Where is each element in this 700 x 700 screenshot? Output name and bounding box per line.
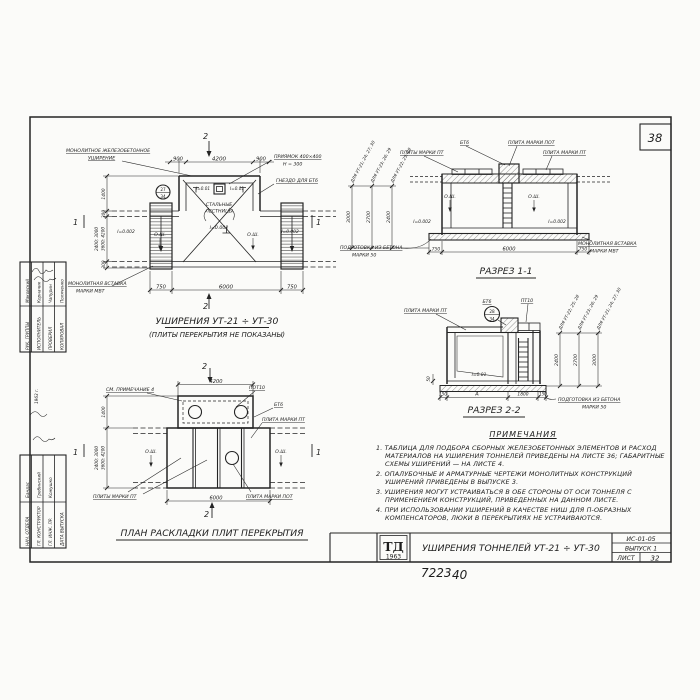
slab-plan	[73, 362, 321, 540]
sec2-bt6-block	[501, 318, 518, 333]
ladders-label-1: Стальные	[205, 203, 233, 208]
section-2-2	[404, 286, 622, 417]
plan2-pot10-label: ПОТ10	[249, 386, 266, 391]
stamp1-name-0: Маковский	[25, 278, 30, 303]
sec2-chain-1-value: 2700	[574, 354, 579, 366]
base-slab	[429, 234, 589, 241]
drawing-title: Уширения тоннелей УТ-21 ÷ УТ-30	[422, 543, 600, 554]
widening-label-1: Монолитное железобетонное	[66, 149, 151, 154]
plan2-slab-field	[167, 428, 270, 488]
sec2-chain-2-label: Для УТ-21; 24; 27; 30	[595, 286, 622, 331]
plan-dim-top-left: 900	[173, 156, 183, 163]
org-logo-year: 1963	[385, 553, 402, 561]
plan2-section-mark-2-top: 2	[202, 362, 208, 371]
plan2-pot-label: Плита марки ПОТ	[246, 495, 293, 500]
plan2-hole-right	[235, 406, 248, 419]
plan2-hole-left	[189, 406, 202, 419]
issue-number: Выпуск 1	[624, 545, 658, 553]
plan-section-mark-1-left: 1	[73, 218, 79, 227]
sec2-base-slab	[440, 386, 546, 392]
plan-insert-label-1: Монолитная вставка	[68, 282, 127, 287]
sec2-chain-1-label: Для УТ-23; 26; 29	[576, 293, 600, 331]
plan-axis-right: О.ш.	[247, 233, 259, 238]
stamp1-label-2: Проверил	[48, 326, 53, 350]
stamp2-label-0: Нач. отдела	[25, 516, 30, 546]
sec1-pt-right-label: Плита марки ПТ	[543, 151, 586, 156]
sec1-pot-label: Плита марки ПОТ	[508, 141, 555, 146]
title-block	[330, 533, 671, 582]
sec1-chain-1-value: 2700	[367, 211, 372, 223]
plan-slope-right: i=0.002	[281, 230, 299, 235]
plan-insert-label-2: марки МВТ	[76, 289, 105, 295]
plan2-hatch-hole	[226, 452, 239, 465]
stamp-year: 1963 г.	[34, 388, 39, 404]
stamp1-name-2: Чапурин	[48, 284, 53, 303]
notes-block	[376, 430, 670, 524]
pit-outline	[214, 184, 225, 194]
plan2-pt-left-label: Плиты марки ПТ	[93, 495, 137, 500]
sec2-title: Разрез 2-2	[467, 405, 521, 416]
plan-axis-left: О.ш.	[154, 233, 166, 238]
socket-label: Гнездо для БТ6	[276, 179, 318, 184]
plan-dim-bot-left: 750	[156, 284, 166, 291]
detail-top: 27	[160, 187, 166, 192]
sec2-prep-label-2: марки 50	[582, 405, 607, 411]
sec1-slope-right: i=0.002	[548, 220, 566, 225]
stamp2-name-2: Кожушко	[48, 477, 53, 498]
plan-dim-side-3a: 2400; 3000	[94, 226, 99, 252]
sec1-axis-right: О.ш.	[528, 195, 540, 200]
bt6-block	[499, 164, 519, 183]
org-logo: ТД	[383, 539, 404, 554]
sec2-dim-2: А	[475, 391, 479, 398]
plan2-title: План раскладки плит перекрытия	[120, 528, 304, 539]
ladders-label-2: лестницы	[205, 209, 233, 215]
sec2-dim-small: 50	[426, 376, 431, 382]
sec2-pt10-label: ПТ10	[520, 299, 534, 304]
sec2-prep-label-1: Подготовка из бетона	[558, 398, 621, 403]
sec2-dim-4: 150	[539, 391, 547, 397]
stamp2-label-2: Гл. инж. пр.	[48, 517, 53, 546]
plan-slope-pit-right: i=0.01	[229, 186, 245, 191]
sec1-prep-label-2: марки 50	[352, 253, 377, 259]
sec1-dim-center: 6000	[502, 246, 516, 253]
plan2-bt6-label: БТ6	[274, 403, 284, 408]
stamp1-label-0: Рук. группы	[25, 322, 30, 350]
plan-section-mark-2-bottom: 2	[203, 302, 209, 311]
plan2-dim-side-2b: 3600; 4200	[100, 445, 106, 471]
sec1-pt-left-label: Плиты марки ПТ	[400, 151, 444, 156]
sec2-dim-1: 150	[439, 391, 447, 397]
plan2-axis-right: О.ш.	[275, 450, 287, 455]
sheet-number: 38	[647, 131, 663, 145]
plan-view	[66, 132, 336, 339]
sec2-detail-bottom: 34	[489, 316, 495, 322]
side-stamp	[20, 262, 66, 548]
notes-title: ПРИМЕЧАНИЯ	[489, 430, 557, 439]
plan-dim-side-3b: 3600; 4200	[100, 226, 106, 252]
stamp2-label-3: Дата выпуска	[59, 512, 65, 546]
plan-dim-side-2: 300	[101, 210, 106, 218]
plan-section-mark-2-top: 2	[203, 132, 209, 141]
plan-slope-left: i=0.002	[117, 230, 135, 235]
handwritten-number-1: 7223	[421, 566, 452, 580]
sec2-detail-top: 28	[489, 309, 495, 314]
sec1-prep-label-1: Подготовка из бетона	[340, 246, 403, 251]
plan2-section-mark-1-right: 1	[316, 448, 322, 457]
note-item: 1. ТАБЛИЦА ДЛЯ ПОДБОРА СБОРНЫХ ЖЕЛЕЗОБЕТОННЫХ ЭЛЕМЕНТОВ И РАСХОД МАТЕРИАЛОВ НА УШИРЕНИЯ ТОННЕЛЕЙ ПРИВЕДЕНЫ НА ЛИСТЕ 36; ГАБАРИТНЫЕ СХЕМЫ УШИРЕНИЙ — НА ЛИСТЕ 4.	[376, 443, 665, 469]
sec1-slope-left: i=0.002	[413, 220, 431, 225]
plan-slope-center: i=0.002	[209, 226, 229, 231]
plan-dim-top-right: 900	[256, 156, 266, 163]
sec1-chain-0-value: 3000	[347, 211, 352, 223]
series-code: ИС-01-05	[626, 536, 656, 543]
signature-stroke	[32, 268, 53, 274]
plan2-pt-right-label: Плита марки ПТ	[262, 418, 305, 423]
stamp1-label-1: Исполнитель	[36, 316, 42, 350]
sheet-label: Лист	[617, 555, 635, 562]
plan2-axis-left: О.ш.	[145, 450, 157, 455]
stamp2-label-1: Гл. конструктор	[36, 506, 42, 546]
plan2-note-label: См. примечание 4	[106, 388, 155, 393]
sec2-chain-0-label: Для УТ-22; 25; 28	[557, 293, 581, 331]
sec1-bt6-label: БТ6	[460, 141, 470, 146]
pit-label-2: h = 300	[283, 162, 303, 168]
stamp2-name-1: Гребинский	[36, 472, 42, 498]
signature-stroke	[34, 277, 56, 282]
plan2-section-mark-1-left: 1	[73, 448, 79, 457]
handwritten-number-2: 40	[452, 568, 468, 582]
plan-subtitle: (Плиты перекрытия не показаны)	[148, 331, 286, 339]
sec1-axis-left: О.ш.	[444, 195, 456, 200]
sec1-chain-1-label: Для УТ-23; 26; 29	[369, 146, 393, 184]
sec2-bt6-label: БТ6	[482, 300, 492, 305]
section-1-1	[340, 139, 637, 278]
sec2-dim-3: 1800	[517, 392, 529, 398]
stamp1-label-3: Копировал	[59, 322, 65, 350]
plan-dim-bot-right: 750	[287, 284, 297, 291]
stamp1-name-3: Поляченко	[59, 279, 65, 303]
plan-slope-pit-left: i=0.01	[195, 186, 211, 191]
sec1-chain-2-label: Для УТ-22; 25; 28	[389, 146, 413, 184]
sec1-chain-2-value: 2400	[387, 211, 392, 223]
signature-stroke	[30, 412, 47, 417]
plan2-dim-side-2a: 2400; 3000	[94, 445, 99, 471]
widening-label-2: уширение	[88, 156, 116, 162]
sec1-dim-left: 750	[431, 247, 441, 253]
sec1-insert-label-1: Монолитная вставка	[578, 242, 637, 247]
signature-stroke	[33, 437, 55, 442]
plan2-dim-top: 4200	[209, 379, 223, 385]
note-item: 3. УШИРЕНИЯ МОГУТ УСТРАИВАТЬСЯ В ОБЕ СТОРОНЫ ОТ ОСИ ТОННЕЛЯ С ПРИМЕНЕНИЕМ КОНСТРУКЦИЙ, ПРИВЕДЕННЫХ НА ДАННОМ ЛИСТЕ.	[376, 487, 632, 505]
sec1-insert-label-2: марки МВТ	[590, 249, 619, 255]
sec2-chain-2-value: 3000	[593, 354, 598, 366]
detail-bottom: 34	[160, 194, 166, 199]
plan-title: Уширения УТ-21 ÷ УТ-30	[155, 316, 279, 327]
plan-dim-bot-center: 6000	[218, 284, 234, 291]
stamp1-name-1: Корначик	[36, 281, 42, 303]
sec1-title: Разрез 1-1	[479, 266, 533, 277]
plan2-dim-bot: 6000	[209, 495, 223, 502]
plan2-dim-side-1: 1400	[102, 406, 107, 418]
sheet-number-cell: 32	[650, 554, 660, 563]
plan2-section-mark-2-bottom: 2	[204, 510, 210, 519]
stamp2-name-0: Бандас	[25, 482, 30, 498]
plan-section-mark-1-right: 1	[316, 218, 322, 227]
sec2-slope: i=0.01	[471, 373, 487, 378]
plan-dim-side-1: 1400	[102, 188, 107, 200]
sec2-pt-label: Плита марки ПТ	[404, 309, 447, 314]
note-item: 4. ПРИ ИСПОЛЬЗОВАНИИ УШИРЕНИЙ В КАЧЕСТВЕ НИШ ДЛЯ П-ОБРАЗНЫХ КОМПЕНСАТОРОВ, ЛЮКИ В ПЕРЕКРЫТИЯХ НЕ УСТРАИВАЮТСЯ.	[376, 505, 632, 523]
sec2-chain-0-value: 2400	[555, 354, 560, 366]
sec1-dim-right: 750	[578, 247, 588, 253]
sec1-chain-0-label: Для УТ-21; 24; 27; 30	[349, 139, 376, 184]
pit-label-1: Приямок 400×400	[274, 155, 322, 160]
plan-dim-side-4: 300	[101, 260, 106, 269]
plan-dim-top-center: 4200	[211, 156, 227, 163]
note-item: 2. ОПАЛУБОЧНЫЕ И АРМАТУРНЫЕ ЧЕРТЕЖИ МОНОЛИТНЫХ КОНСТРУКЦИЙ УШИРЕНИЙ ПРИВЕДЕНЫ В ВЫПУСКЕ 3.	[376, 469, 633, 487]
